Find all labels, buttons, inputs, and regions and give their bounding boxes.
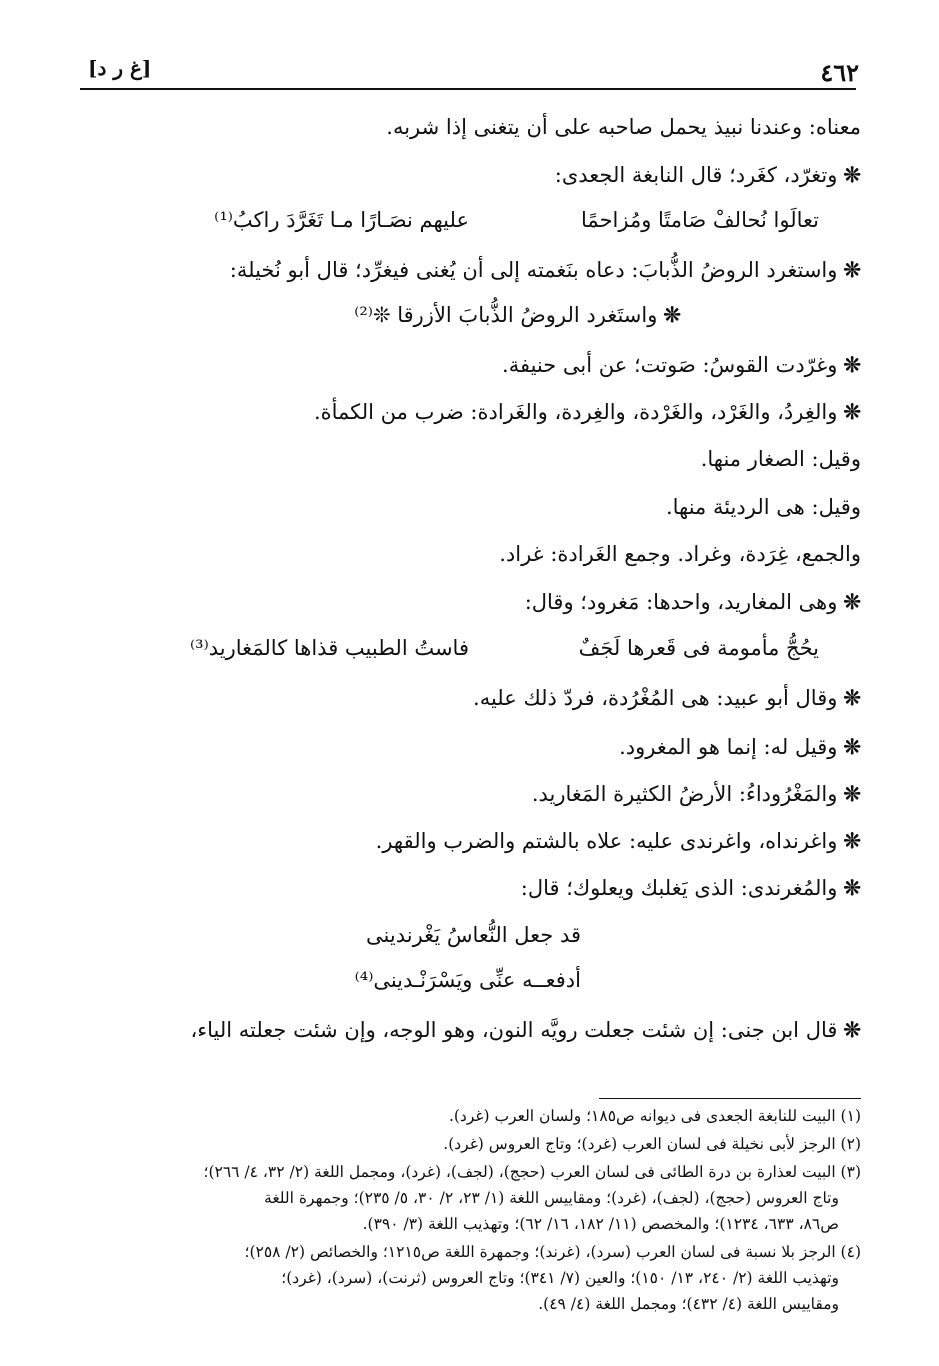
text-line: ❊وقيل له: إنما هو المغرود.: [619, 734, 861, 759]
text-line: ❊والمَغْرُوداءُ: الأرضُ الكثيرة المَغاريد.: [531, 781, 861, 806]
text-line: ❊قال ابن جنى: إن شئت جعلت رويَّه النون، وهو الوجه، وإن شئت جعلته الياء،: [190, 1017, 861, 1042]
asterism-icon: ❊: [843, 257, 861, 282]
footnote: (٣) البيت لعذارة بن درة الطائى فى لسان العرب (حجج)، (لجف)، (غرد)، ومجمل اللغة (٢/ ٣٢، ٤/ ٢٦٦)؛: [203, 1163, 861, 1181]
footnote: (٤) الرجز بلا نسبة فى لسان العرب (سرد)، (غرند)؛ وجمهرة اللغة ص١٢١٥؛ والخصائص (٢/ ٢٥٨)؛: [244, 1243, 861, 1261]
page-number: ٤٦٢: [820, 58, 859, 87]
text-line: ❊واستغرد الروضُ الذُّبابَ: دعاه بنَغمته إلى أن يُغنى فيغرِّد؛ قال أبو نُخيلة:: [229, 257, 861, 282]
asterism-icon: ❊: [843, 589, 861, 614]
asterism-icon: ❊: [843, 828, 861, 853]
footnote-continuation: وتاج العروس (حجج)، (لجف)، (غرد)؛ ومقاييس اللغة (١/ ٢٣، ٢/ ٣٠، ٥/ ٢٣٥)؛ وجمهرة اللغة: [264, 1189, 839, 1207]
asterism-icon: ❊: [663, 302, 681, 327]
verse-line: أدفعــه عنِّى ويَسْرَنْـدينى⁽⁴⁾: [354, 968, 581, 992]
asterism-icon: ❊: [843, 875, 861, 900]
text-line: ❊والغِردُ، والغَرْد، والغَرْدة، والغِردة، والغَرادة: ضرب من الكمأة.: [313, 399, 861, 424]
asterism-icon: ❊: [843, 162, 861, 187]
asterism-icon: ❊: [843, 1017, 861, 1042]
text-line: وقيل: الصغار منها.: [700, 447, 861, 471]
footnote-rule: [599, 1098, 861, 1099]
header-rule: [80, 88, 856, 90]
verse-hemistich-left: فاستُ الطبيب قذاها كالمَغاريد⁽³⁾: [189, 636, 469, 660]
text-line: ❊والمُغرندى: الذى يَغلبك ويعلوك؛ قال:: [520, 875, 861, 900]
verse-line: قد جعل النُّعاسُ يَغْرندينى: [366, 923, 581, 947]
verse-hemistich-right: يحُجُّ مأمومة فى قَعرها لَجَفٌ: [578, 636, 819, 660]
text-line: ❊واغرنداه، واغرندى عليه: علاه بالشتم والضرب والقهر.: [375, 828, 861, 853]
text-line: والجمع، غِرَدة، وغراد. وجمع الغَرادة: غراد.: [499, 542, 861, 566]
footnote-continuation: وتهذيب اللغة (٢/ ٢٤٠، ١٣/ ١٥٠)؛ والعين (٧/ ٣٤١)؛ وتاج العروس (ثرنت)، (سرد)، (غرد)؛: [281, 1269, 839, 1287]
asterism-icon: ❊: [843, 685, 861, 710]
root-heading: [غ ر د]: [88, 56, 152, 80]
footnote: (٢) الرجز لأبى نخيلة فى لسان العرب (غرد)؛ وتاج العروس (غرد).: [443, 1135, 861, 1153]
footnote-continuation: ومقاييس اللغة (٤/ ٤٣٢)؛ ومجمل اللغة (٤/ ٤٩).: [538, 1295, 839, 1313]
asterism-icon: ❊: [843, 734, 861, 759]
verse-hemistich-right: تعالَوا نُحالفْ صَامتًا ومُزاحمًا: [581, 208, 819, 232]
text-line: ❊وهى المغاريد، واحدها: مَغرود؛ وقال:: [524, 589, 861, 614]
asterism-icon: ❊: [843, 399, 861, 424]
asterism-icon: ❊: [843, 352, 861, 377]
text-line: ❊وغرّدت القوسُ: صَوتت؛ عن أبى حنيفة.: [502, 352, 861, 377]
footnote: (١) البيت للنابغة الجعدى فى ديوانه ص١٨٥؛ ولسان العرب (غرد).: [448, 1107, 861, 1125]
verse-hemistich-left: عليهم نصَـارًا مـا تَغَرَّدَ راكبُ⁽¹⁾: [214, 208, 469, 232]
text-line: ❊وقال أبو عبيد: هى المُغْرُدة، فردّ ذلك عليه.: [473, 685, 861, 710]
text-line: وقيل: هى الرديئة منها.: [665, 495, 861, 519]
text-line: معناه: وعندنا نبيذ يحمل صاحبه على أن يتغنى إذا شربه.: [386, 115, 861, 139]
verse-line: ❊واستَغرد الروضُ الذُّبابَ الأزرقا ❊⁽²⁾: [354, 302, 681, 327]
text-line: ❊وتغرّد، كغَرد؛ قال النابغة الجعدى:: [554, 162, 861, 187]
footnote-continuation: ص٨٦، ٦٣٣، ١٢٣٤)؛ والمخصص (١١/ ١٨٢، ١٦/ ٦٢)؛ وتهذيب اللغة (٣/ ٣٩٠).: [362, 1215, 839, 1233]
asterism-icon: ❊: [843, 781, 861, 806]
